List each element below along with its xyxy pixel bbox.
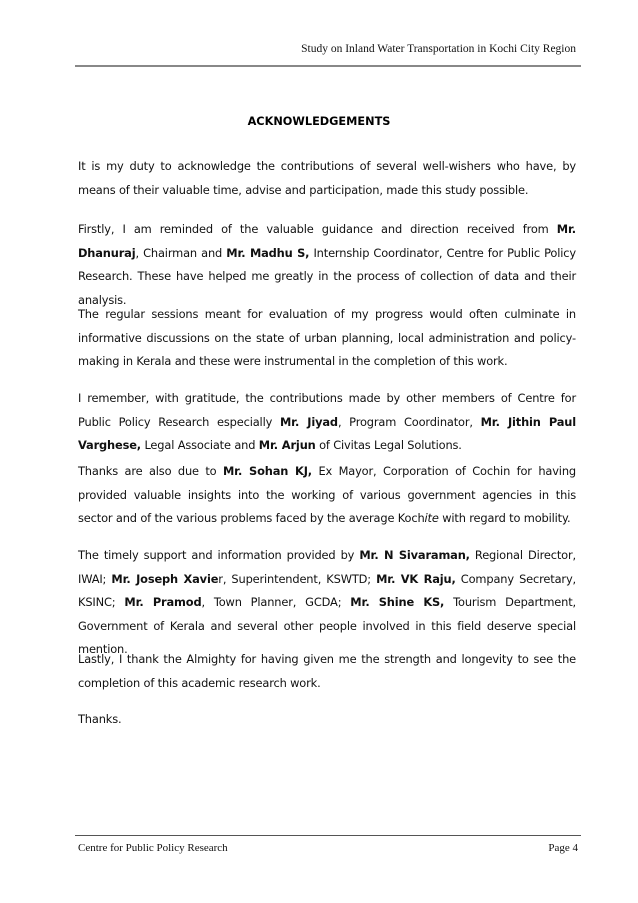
text-span: , Town Planner, GCDA;	[201, 595, 351, 609]
person-name: Mr. Shine KS,	[350, 595, 445, 609]
text-span: Firstly, I am reminded of the valuable guidance and direction received from	[78, 222, 557, 236]
person-name: Mr. Arjun	[258, 438, 316, 452]
paragraph-6	[78, 544, 576, 662]
running-header: Study on Inland Water Transportation in Kochi City Region	[301, 43, 576, 55]
person-name: Mr. Dhanuraj	[78, 222, 576, 260]
paragraph-4	[78, 387, 576, 458]
paragraph-3: The regular sessions meant for evaluation of my progress would often culminate in informative discussions on the state of urban planning, local administration and policy-making in Kerala and these were instrumental in the completion of this work.	[78, 307, 576, 368]
paragraph-8: Thanks.	[78, 712, 122, 726]
footer-organization: Centre for Public Policy Research	[78, 842, 228, 854]
page-title: ACKNOWLEDGEMENTS	[247, 115, 391, 128]
text-span: Company Secretary, KSINC;	[78, 571, 577, 609]
paragraph-1: It is my duty to acknowledge the contributions of several well-wishers who have, by means of their valuable time, advise and participation, made this study possible.	[78, 159, 576, 197]
text-span: I remember, with gratitude, the contributions made by other members of Centre for Public Policy Research especially	[78, 391, 576, 429]
person-name: Mr. Madhu S,	[226, 245, 310, 260]
text-span: Thanks are also due to	[78, 464, 223, 478]
header-divider	[75, 65, 581, 67]
person-name: Mr. Joseph Xavie	[111, 571, 219, 586]
paragraph-7: Lastly, I thank the Almighty for having given me the strength and longevity to see the completion of this academic research work.	[78, 652, 576, 690]
italic-text: ite	[424, 511, 439, 525]
text-span: Ex Mayor, Corporation of Cochin for having provided valuable insights into the working of various government agencies in this sector and of the various problems faced by the average Koch	[78, 464, 576, 525]
text-span: with regard to mobility.	[438, 511, 571, 525]
text-span: The timely support and information provided by	[78, 548, 360, 562]
person-name: Mr. Jithin Paul Varghese,	[78, 414, 577, 452]
person-name: Mr. Jiyad	[279, 414, 338, 429]
footer-divider	[75, 835, 581, 836]
person-name: Mr. N Sivaraman,	[359, 548, 470, 562]
text-span: Internship Coordinator, Centre for Public Policy Research. These have helped me greatly in the process of collection of data and their analysis.	[78, 245, 576, 307]
person-name: Mr. Sohan KJ,	[222, 464, 312, 478]
page-number: Page 4	[548, 842, 578, 854]
paragraph-2	[78, 218, 576, 312]
text-span: , Chairman and	[135, 245, 227, 260]
text-span: , Program Coordinator,	[337, 414, 481, 429]
person-name: Mr. Pramod	[124, 595, 202, 609]
person-name: Mr. VK Raju,	[376, 571, 456, 586]
text-span: r, Superintendent, KSWTD;	[218, 571, 377, 586]
text-span: Legal Associate and	[140, 438, 259, 452]
paragraph-5	[78, 460, 576, 531]
text-span: Tourism Department, Government of Kerala and several other people involved in this field deserve special mention.	[78, 595, 576, 656]
text-span: of Civitas Legal Solutions.	[315, 438, 462, 452]
text-span: Regional Director, IWAI;	[78, 548, 576, 586]
